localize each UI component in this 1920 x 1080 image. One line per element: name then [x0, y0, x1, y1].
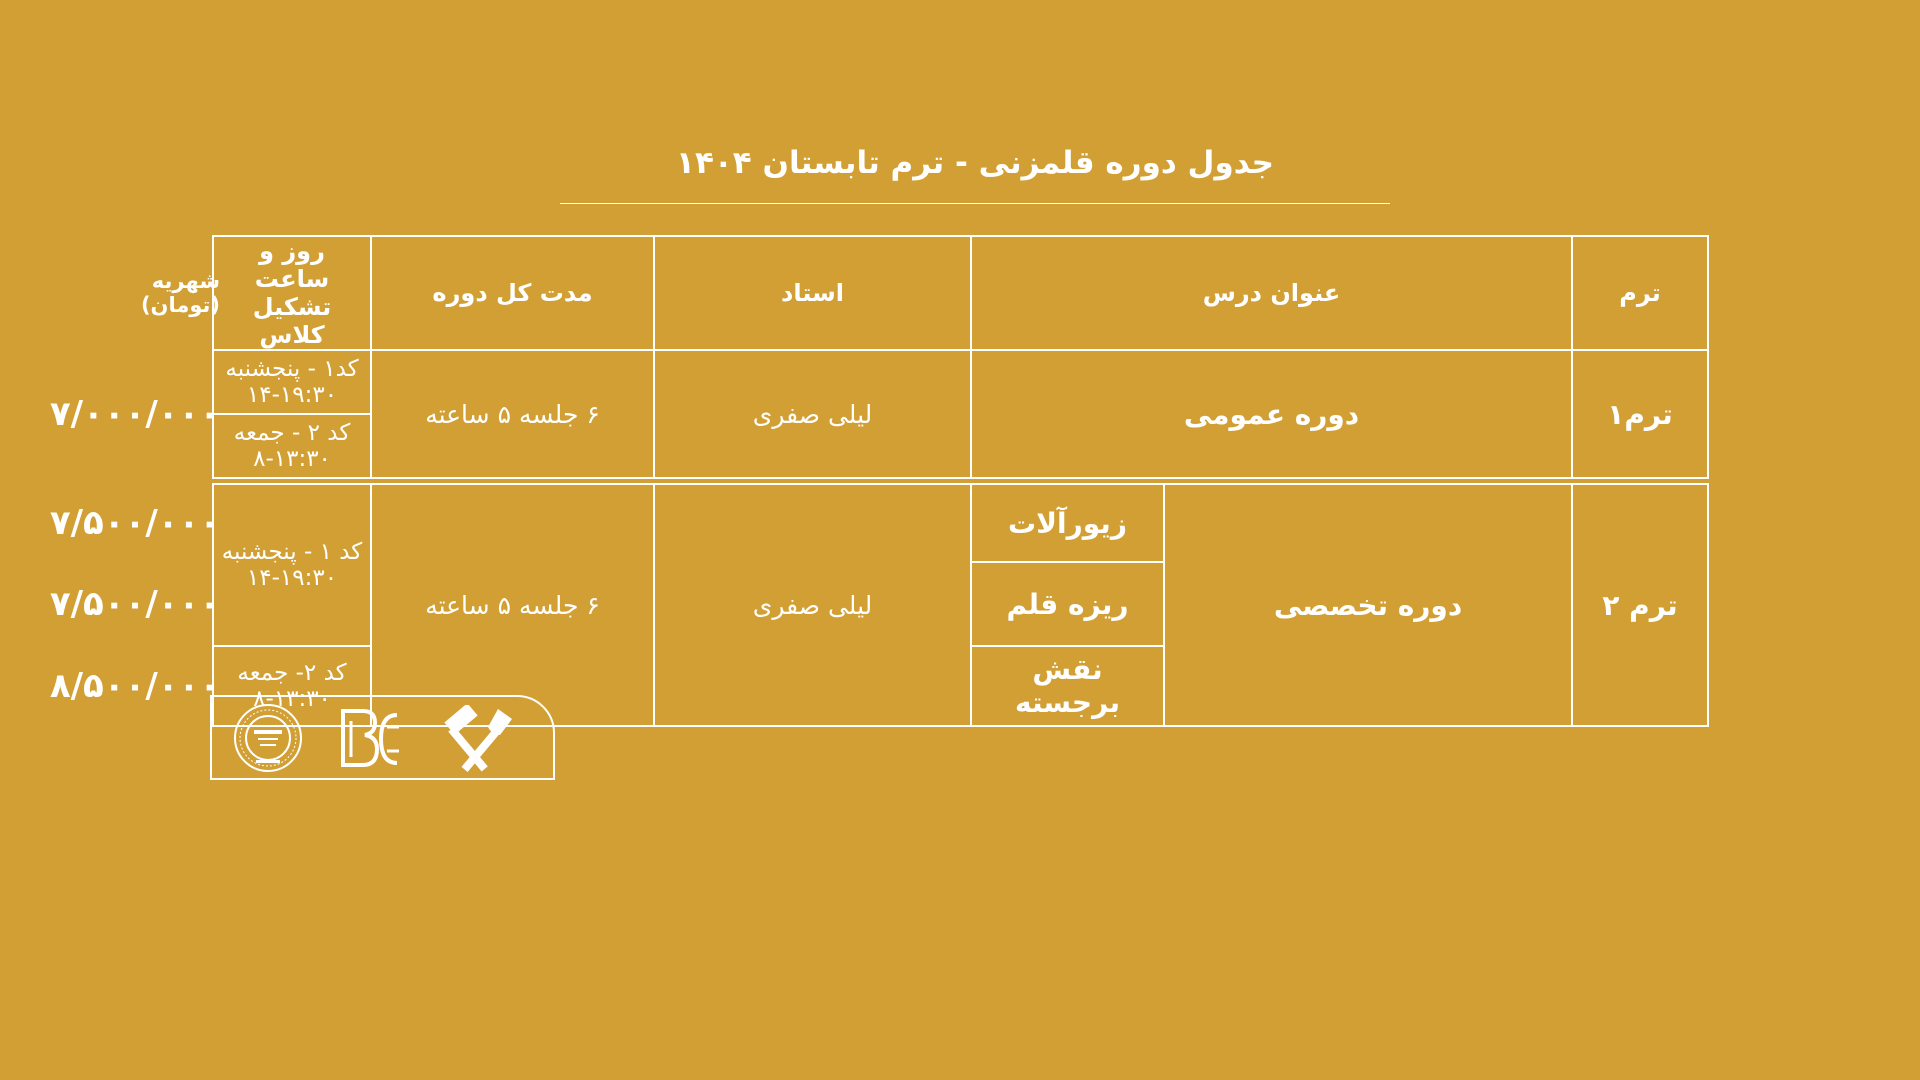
header-schedule: روز و ساعت تشکیل کلاس: [213, 236, 371, 350]
hammer-chisel-icon: [440, 705, 520, 775]
table-header-row: ترم عنوان درس استاد مدت کل دوره روز و ساعت تشکیل کلاس شهریه (تومان): [213, 236, 1708, 350]
term2-schedule-1: کد ۱ - پنجشنبه ۱۹:۳۰-۱۴: [213, 484, 371, 646]
header-duration: مدت کل دوره: [371, 236, 654, 350]
term2-subcourse-2: ریزه قلم: [971, 562, 1164, 646]
page-title: جدول دوره قلمزنی - ترم تابستان ۱۴۰۴: [676, 145, 1274, 181]
term1-teacher: لیلی صفری: [654, 350, 971, 478]
logos-panel: [210, 695, 555, 780]
title-underline: [560, 203, 1390, 204]
header-course-title: عنوان درس: [971, 236, 1572, 350]
term2-course: دوره تخصصی: [1164, 484, 1572, 726]
term1-course: دوره عمومی: [971, 350, 1572, 478]
term2-subcourse-1: زیورآلات: [971, 484, 1164, 562]
table-row-term2-a: ترم ۲ دوره تخصصی زیورآلات لیلی صفری ۶ جلسه ۵ ساعته کد ۱ - پنجشنبه ۱۹:۳۰-۱۴ ۷/۵۰۰/۰۰۰: [213, 484, 1708, 562]
term1-duration: ۶ جلسه ۵ ساعته: [371, 350, 654, 478]
course-schedule-table: [49, 235, 1709, 727]
term2-teacher: لیلی صفری: [654, 484, 971, 726]
header-teacher: استاد: [654, 236, 971, 350]
term1-schedule-2: کد ۲ - جمعه ۱۳:۳۰-۸: [213, 414, 371, 478]
term2-label: ترم ۲: [1572, 484, 1708, 726]
school-monogram-icon: [337, 707, 403, 771]
table-row-term1-a: ترم۱ دوره عمومی لیلی صفری ۶ جلسه ۵ ساعته کد۱ - پنجشنبه ۱۹:۳۰-۱۴ ۷/۰۰۰/۰۰۰: [213, 350, 1708, 414]
term2-subcourse-3: نقش برجسته: [971, 646, 1164, 726]
term2-duration: ۶ جلسه ۵ ساعته: [371, 484, 654, 726]
jahad-seal-icon: [232, 702, 304, 774]
table-row-term2-b: ریزه قلم ۷/۵۰۰/۰۰۰: [213, 562, 1708, 646]
term1-label: ترم۱: [1572, 350, 1708, 478]
term2-schedule-2: کد ۲- جمعه ۱۳:۳۰-۸: [213, 646, 371, 726]
header-term: ترم: [1572, 236, 1708, 350]
table-row-term2-c: نقش برجسته کد ۲- جمعه ۱۳:۳۰-۸ ۸/۵۰۰/۰۰۰: [213, 646, 1708, 726]
term1-schedule-1: کد۱ - پنجشنبه ۱۹:۳۰-۱۴: [213, 350, 371, 414]
